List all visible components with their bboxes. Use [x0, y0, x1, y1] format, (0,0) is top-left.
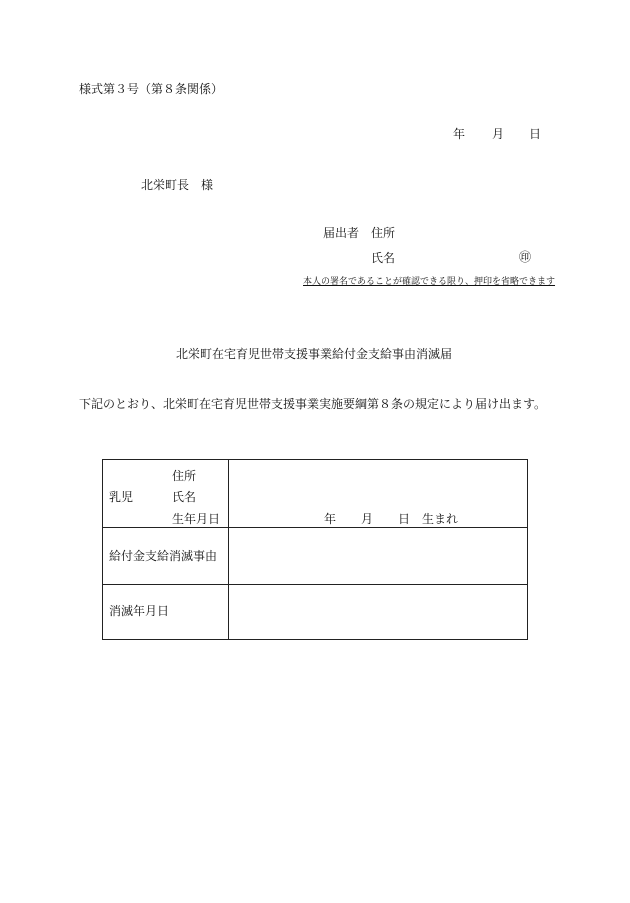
reason-row: [103, 528, 528, 585]
applicant-name-label: 氏名: [371, 251, 396, 265]
extinction-date-label-cell: [103, 585, 229, 640]
submission-date: [453, 128, 541, 140]
body-text: 下記のとおり、北栄町在宅育児世帯支援事業実施要綱第８条の規定により届け出ます。: [79, 397, 547, 411]
date-month: 月: [492, 127, 505, 141]
date-year: 年: [453, 127, 466, 141]
birth-suffix-label: 生まれ: [422, 512, 459, 526]
notification-table: [102, 459, 528, 640]
birth-month-label: 月: [361, 512, 374, 526]
seal-mark: ㊞: [519, 250, 532, 264]
extinction-date-value-cell[interactable]: [229, 585, 528, 640]
document-title: 北栄町在宅育児世帯支援事業給付金支給事由消滅届: [176, 347, 453, 361]
extinction-date-label: 消滅年月日: [109, 604, 170, 618]
addressee: 北栄町長 様: [141, 178, 214, 192]
reason-label: 給付金支給消滅事由: [109, 549, 218, 563]
seal-omission-note: 本人の署名であることが確認できる限り、押印を省略できます: [303, 277, 556, 287]
applicant-address-label: 住所: [371, 226, 396, 240]
infant-label-cell: [103, 460, 229, 528]
infant-group-label: 乳児: [109, 490, 134, 504]
reason-label-cell: [103, 528, 229, 585]
infant-row: [103, 460, 528, 528]
infant-address-label: 住所: [172, 469, 197, 483]
applicant-label: 届出者: [323, 226, 360, 240]
extinction-date-row: [103, 585, 528, 640]
infant-birthdate-label: 生年月日: [172, 512, 221, 526]
form-number: 様式第３号（第８条関係）: [79, 82, 224, 96]
reason-value-cell[interactable]: [229, 528, 528, 585]
infant-name-label: 氏名: [172, 490, 197, 504]
birth-year-label: 年: [324, 512, 337, 526]
infant-value-cell[interactable]: [229, 460, 528, 528]
date-day: 日: [529, 127, 542, 141]
birth-day-label: 日: [398, 512, 411, 526]
